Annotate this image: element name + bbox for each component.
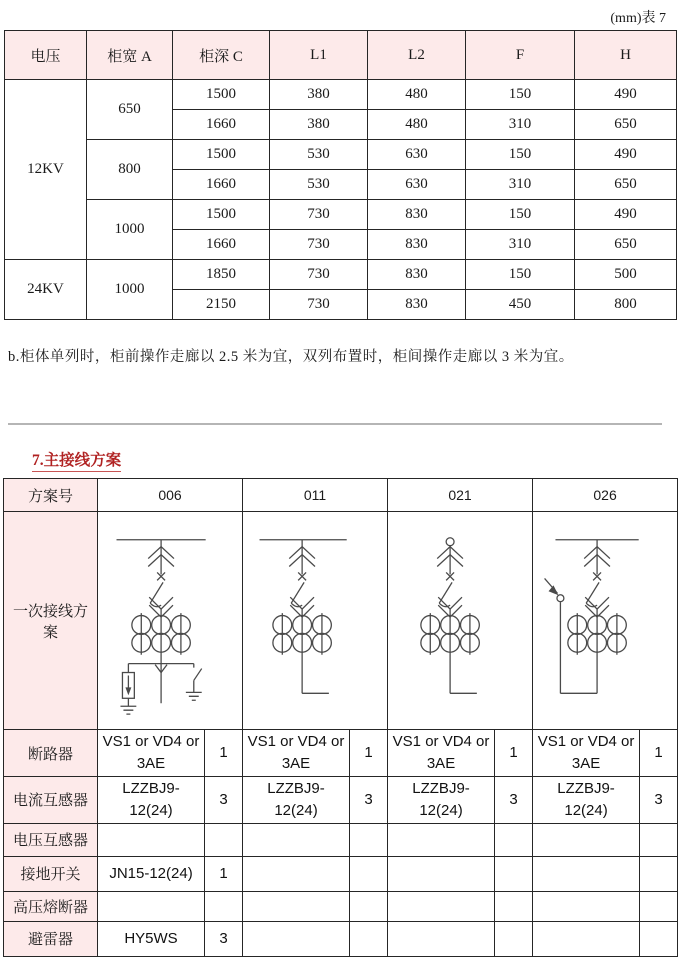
h-cell: 650 (575, 110, 677, 140)
component-desc (243, 921, 350, 956)
f-cell: 310 (466, 230, 575, 260)
component-desc (243, 823, 350, 856)
scheme-header-row (4, 479, 678, 512)
component-qty: 1 (495, 730, 533, 777)
component-desc (98, 823, 205, 856)
l2-cell: 630 (368, 170, 466, 200)
dimension-table (4, 30, 677, 320)
f-cell: 310 (466, 110, 575, 140)
h-cell: 490 (575, 80, 677, 110)
table-row (5, 200, 677, 230)
l1-cell: 730 (270, 200, 368, 230)
component-qty (640, 823, 678, 856)
component-qty (495, 921, 533, 956)
component-qty (350, 921, 388, 956)
component-desc (388, 921, 495, 956)
l2-cell: 630 (368, 140, 466, 170)
width-1000-cell: 1000 (87, 260, 173, 320)
l1-cell: 730 (270, 260, 368, 290)
component-qty: 3 (350, 777, 388, 824)
diagram-row-label: 一次接线方案 (4, 512, 98, 730)
f-cell: 150 (466, 80, 575, 110)
component-row-breaker (4, 730, 678, 777)
f-cell: 150 (466, 200, 575, 230)
l1-cell: 380 (270, 110, 368, 140)
col-header-voltage: 电压 (5, 31, 87, 80)
component-qty: 3 (205, 921, 243, 956)
wiring-scheme-table (3, 478, 678, 957)
l2-cell: 480 (368, 110, 466, 140)
component-desc: VS1 or VD4 or 3AE (533, 730, 640, 777)
depth-cell: 1660 (173, 170, 270, 200)
row-label: 电流互感器 (4, 777, 98, 824)
component-desc (98, 891, 205, 921)
component-qty: 3 (640, 777, 678, 824)
diagram-row (4, 512, 678, 730)
component-qty: 1 (350, 730, 388, 777)
wiring-diagram-006 (98, 512, 243, 730)
l1-cell: 730 (270, 230, 368, 260)
component-desc: VS1 or VD4 or 3AE (388, 730, 495, 777)
depth-cell: 1850 (173, 260, 270, 290)
component-qty (495, 891, 533, 921)
component-desc (243, 891, 350, 921)
component-desc: LZZBJ9-12(24) (98, 777, 205, 824)
single-line-diagram-021-icon (388, 513, 532, 729)
table-row (5, 260, 677, 290)
single-line-diagram-006-icon (98, 513, 242, 729)
component-desc: LZZBJ9-12(24) (243, 777, 350, 824)
component-desc (388, 823, 495, 856)
f-cell: 150 (466, 260, 575, 290)
width-1000-cell: 1000 (87, 200, 173, 260)
wiring-diagram-026 (533, 512, 678, 730)
single-line-diagram-026-icon (533, 513, 677, 729)
row-label: 高压熔断器 (4, 891, 98, 921)
component-desc (243, 856, 350, 891)
col-header-l1: L1 (270, 31, 368, 80)
component-qty (205, 891, 243, 921)
l2-cell: 830 (368, 290, 466, 320)
depth-cell: 2150 (173, 290, 270, 320)
col-header-width: 柜宽 A (87, 31, 173, 80)
dimension-table-header-row (5, 31, 677, 80)
component-row-arrester (4, 921, 678, 956)
component-qty (640, 891, 678, 921)
component-desc: LZZBJ9-12(24) (388, 777, 495, 824)
component-qty (640, 856, 678, 891)
col-header-l2: L2 (368, 31, 466, 80)
width-650-cell: 650 (87, 80, 173, 140)
wiring-diagram-021 (388, 512, 533, 730)
component-qty: 3 (495, 777, 533, 824)
depth-cell: 1500 (173, 140, 270, 170)
l1-cell: 530 (270, 140, 368, 170)
l2-cell: 480 (368, 80, 466, 110)
component-qty (495, 823, 533, 856)
row-label: 断路器 (4, 730, 98, 777)
f-cell: 310 (466, 170, 575, 200)
depth-cell: 1500 (173, 200, 270, 230)
single-line-diagram-011-icon (243, 513, 387, 729)
row-label: 接地开关 (4, 856, 98, 891)
scheme-number-011: 011 (243, 479, 388, 512)
scheme-number-026: 026 (533, 479, 678, 512)
component-qty: 1 (205, 856, 243, 891)
l1-cell: 380 (270, 80, 368, 110)
col-header-h: H (575, 31, 677, 80)
table-row (5, 140, 677, 170)
component-desc (533, 823, 640, 856)
width-800-cell: 800 (87, 140, 173, 200)
component-desc: HY5WS (98, 921, 205, 956)
component-desc: VS1 or VD4 or 3AE (243, 730, 350, 777)
h-cell: 650 (575, 230, 677, 260)
wiring-diagram-011 (243, 512, 388, 730)
voltage-24kv-cell: 24KV (5, 260, 87, 320)
f-cell: 450 (466, 290, 575, 320)
table-row (5, 80, 677, 110)
l2-cell: 830 (368, 260, 466, 290)
depth-cell: 1660 (173, 110, 270, 140)
scheme-corner-label: 方案号 (4, 479, 98, 512)
row-label: 避雷器 (4, 921, 98, 956)
scheme-number-021: 021 (388, 479, 533, 512)
component-qty: 1 (640, 730, 678, 777)
component-row-voltage-transformer (4, 823, 678, 856)
component-desc (533, 921, 640, 956)
col-header-f: F (466, 31, 575, 80)
depth-cell: 1660 (173, 230, 270, 260)
h-cell: 800 (575, 290, 677, 320)
row-label: 电压互感器 (4, 823, 98, 856)
component-qty (350, 891, 388, 921)
component-qty (495, 856, 533, 891)
voltage-12kv-cell: 12KV (5, 80, 87, 260)
component-desc (388, 856, 495, 891)
component-qty: 1 (205, 730, 243, 777)
l1-cell: 730 (270, 290, 368, 320)
depth-cell: 1500 (173, 80, 270, 110)
component-qty (350, 823, 388, 856)
note-corridor-width: b.柜体单列时，柜前操作走廊以 2.5 米为宜，双列布置时，柜间操作走廊以 3 米为宜。 (8, 349, 574, 365)
component-desc: LZZBJ9-12(24) (533, 777, 640, 824)
component-desc (533, 856, 640, 891)
h-cell: 500 (575, 260, 677, 290)
f-cell: 150 (466, 140, 575, 170)
col-header-depth: 柜深 C (173, 31, 270, 80)
component-desc (533, 891, 640, 921)
h-cell: 650 (575, 170, 677, 200)
component-desc: VS1 or VD4 or 3AE (98, 730, 205, 777)
component-row-hv-fuse (4, 891, 678, 921)
table-caption: (mm)表 7 (610, 11, 666, 26)
scheme-number-006: 006 (98, 479, 243, 512)
section-title-main-wiring: 7.主接线方案 (32, 448, 121, 472)
component-qty: 3 (205, 777, 243, 824)
l2-cell: 830 (368, 200, 466, 230)
component-qty (350, 856, 388, 891)
h-cell: 490 (575, 200, 677, 230)
l1-cell: 530 (270, 170, 368, 200)
component-qty (205, 823, 243, 856)
component-desc: JN15-12(24) (98, 856, 205, 891)
component-row-earthing-switch (4, 856, 678, 891)
l2-cell: 830 (368, 230, 466, 260)
h-cell: 490 (575, 140, 677, 170)
component-qty (640, 921, 678, 956)
component-row-current-transformer (4, 777, 678, 824)
component-desc (388, 891, 495, 921)
